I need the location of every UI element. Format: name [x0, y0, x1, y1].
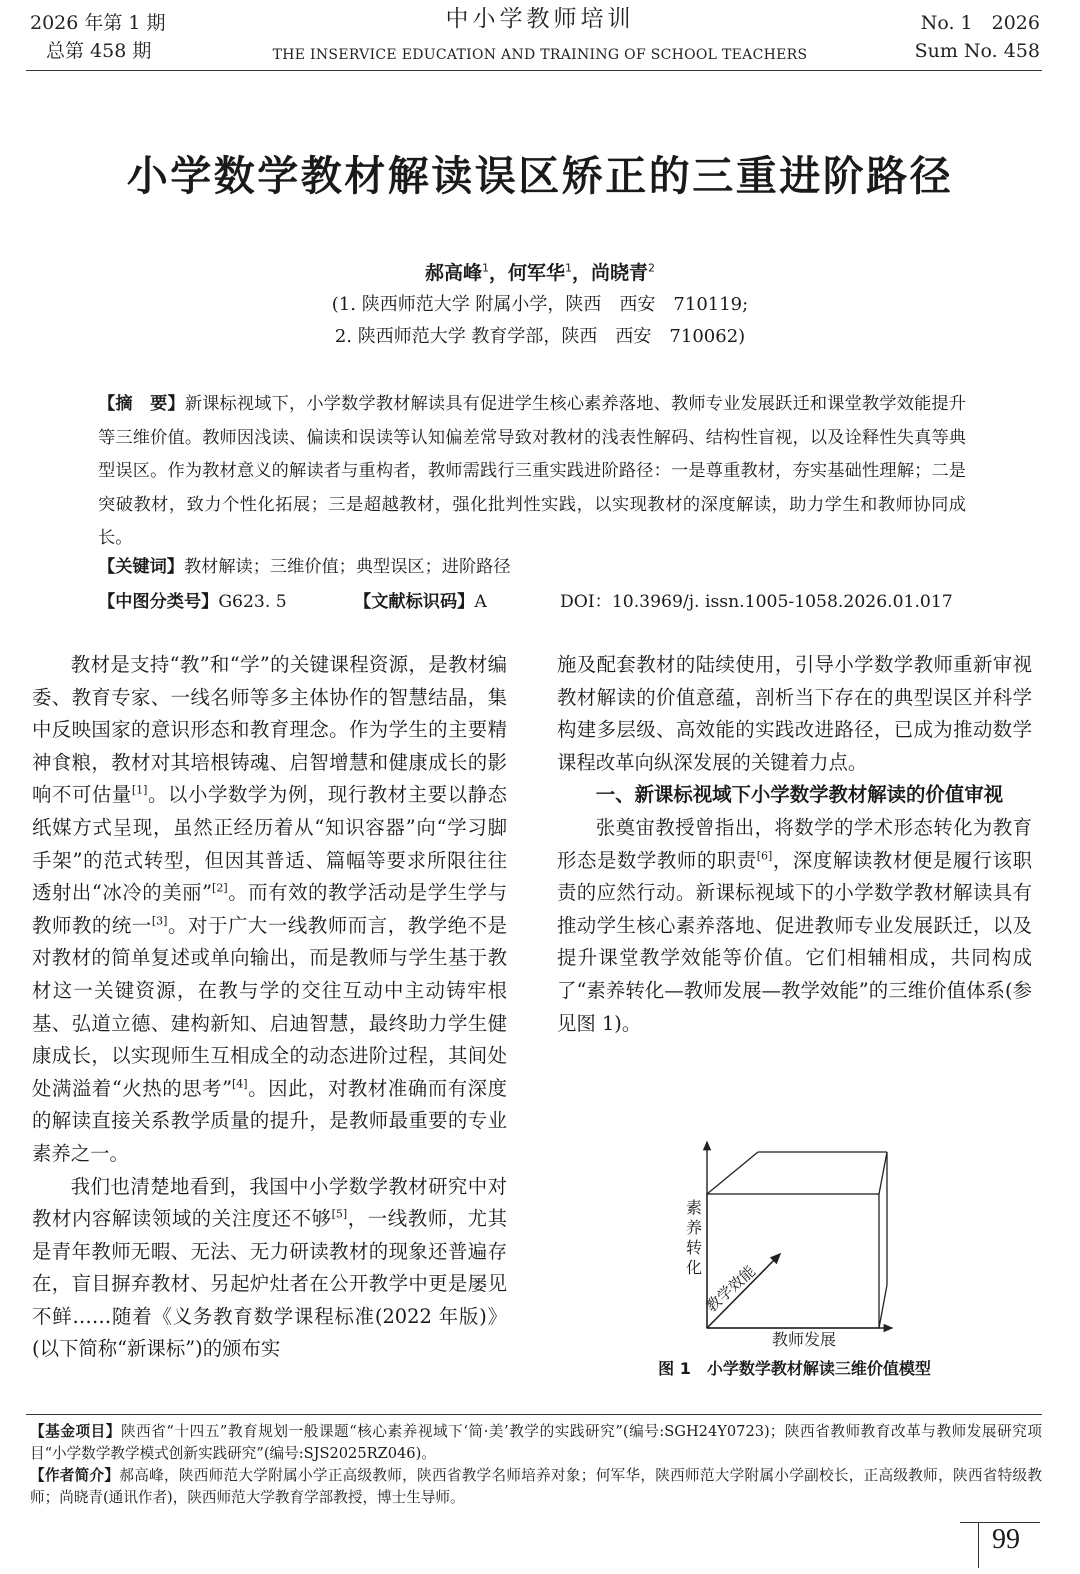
- paragraph: [557, 812, 1032, 1040]
- affiliation-marker: 2: [648, 261, 656, 275]
- citation-ref: [1]: [131, 783, 148, 797]
- issue-number-en: No. 1 2026: [920, 12, 1040, 34]
- footnote-rule: [26, 1414, 1042, 1415]
- clc-label: 【中图分类号】: [98, 592, 219, 612]
- affiliation-marker: 1: [565, 261, 572, 275]
- left-column: [32, 649, 507, 1366]
- journal-title-en: THE INSERVICE EDUCATION AND TRAINING OF SCHOOL TEACHERS: [272, 47, 808, 63]
- author-bio-label: 【作者简介】: [30, 1467, 120, 1484]
- axis-label-diagonal: 教学效能: [702, 1262, 759, 1316]
- author-separator: ，: [488, 262, 508, 284]
- paragraph: [32, 1171, 507, 1367]
- page-number-divider: [978, 1522, 979, 1568]
- citation-ref: [2]: [212, 881, 228, 895]
- author-bio-text: 郝高峰，陕西师范大学附属小学正高级教师，陕西省教学名师培养对象；何军华，陕西师范大学附属小学副校长，正高级教师，陕西省特级教师；尚晓青(通讯作者)，陕西师范大学教育学部教授，博士生导师。: [30, 1467, 1042, 1506]
- cube-edge: [879, 1152, 887, 1194]
- text-run: 。对于广大一线教师而言，教学绝不是对教材的简单复述或单向输出，而是教师与学生基于教材这一关键资源，在教与学的交往互动中主动铸牢根基、弘道立德、建构新知、启迪智慧，最终助力学生健康成长，以实现师生互相成全的动态进阶过程，其间处处满溢着“火热的思考”: [32, 913, 508, 1100]
- header-rule: [26, 70, 1042, 71]
- abstract: [98, 388, 966, 556]
- figure-caption: 图 1 小学数学教材解读三维价值模型: [658, 1359, 931, 1378]
- clc-code: G623. 5: [218, 592, 287, 612]
- doi: DOI：10.3969/j. issn.1005-1058.2026.01.017: [560, 592, 953, 612]
- citation-ref: [5]: [331, 1207, 348, 1221]
- text-run: 。因此，对教材准确而有深度的解读直接关系教学质量的提升，是教师最重要的专业素养之一。: [32, 1076, 508, 1165]
- article-title: 小学数学教材解读误区矫正的三重进阶路径: [126, 152, 954, 200]
- keywords-label: 【关键词】: [98, 557, 184, 577]
- citation-ref: [3]: [151, 914, 168, 928]
- cube-front-face: [707, 1194, 879, 1328]
- affiliation-1: (1. 陕西师范大学 附属小学，陕西 西安 710119;: [331, 294, 749, 315]
- funding-note: [30, 1421, 1042, 1465]
- affiliation-2: 2. 陕西师范大学 教育学部，陕西 西安 710062): [334, 326, 746, 347]
- text-run: 教材是支持“教”和“学”的关键课程资源，是教材编委、教育专家、一线名师等多主体协作的智慧结晶，集中反映国家的意识形态和教育理念。作为学生的主要精神食粮，教材对其培根铸魂、启智增慧和健康成长的影响不可估量: [32, 653, 507, 807]
- doc-code: A: [474, 592, 487, 612]
- paragraph: [32, 649, 507, 1171]
- total-issue-label: 总第 458 期: [46, 40, 152, 62]
- journal-title-cn: 中小学教师培训: [445, 6, 635, 32]
- text-run: 。而有效的教学活动是学生学与教师教的统一: [32, 881, 508, 937]
- axis-label-vertical: 素养转化: [685, 1198, 702, 1277]
- issue-label: 2026 年第 1 期: [30, 12, 166, 34]
- sum-number-en: Sum No. 458: [914, 40, 1040, 62]
- citation-ref: [6]: [756, 849, 773, 863]
- doc-code-label: 【文献标识码】: [354, 592, 475, 612]
- citation-ref: [4]: [232, 1077, 248, 1091]
- text-run: ，一线教师，尤其是青年教师无暇、无法、无力研读教材的现象还普遍存在，盲目摒弃教材、另起炉灶者在公开教学中更是屡见不鲜……随着《义务教育数学课程标准(2022 年版)》(以下简称“新课标”)的颁布实: [32, 1207, 508, 1361]
- affiliation-marker: 1: [481, 261, 489, 275]
- keywords-text: 教材解读；三维价值；典型误区；进阶路径: [183, 557, 511, 577]
- text-run: 张奠宙教授曾指出，将数学的学术形态转化为教育形态是数学教师的职责: [557, 815, 1032, 872]
- author-bio-note: [30, 1465, 1042, 1509]
- page-number-rule: [960, 1522, 1040, 1523]
- author-separator: ，: [572, 262, 592, 284]
- funding-text: 陕西省“十四五”教育规划一般课题“核心素养视域下‘简·美’教学的实践研究”(编号:SGH24Y0723)；陕西省教师教育改革与教师发展研究项目“小学数学教学模式创新实践研究”(编号:SJS2025RZ046)。: [30, 1423, 1042, 1462]
- doc-code-group: [354, 586, 487, 620]
- text-run: ，深度解读教材便是履行该职责的应然行动。新课标视域下的小学数学教材解读具有推动学生核心素养落地、促进教师专业发展跃迁，以及提升课堂教学效能等价值。它们相辅相成，共同构成了“素养转化—教师发展—教学效能”的三维价值体系(参见图 1)。: [557, 848, 1033, 1035]
- text-run: 我们也清楚地看到，我国中小学数学教材研究中对教材内容解读领域的关注度还不够: [32, 1174, 507, 1231]
- author-name: 尚晓青: [591, 262, 649, 284]
- right-column: [557, 649, 1032, 1040]
- cube-edge: [879, 1285, 887, 1328]
- author-list: [0, 258, 1080, 285]
- funding-label: 【基金项目】: [30, 1423, 121, 1440]
- abstract-text: 新课标视域下，小学数学教材解读具有促进学生核心素养落地、教师专业发展跃迁和课堂教学效能提升等三维价值。教师因浅读、偏读和误读等认知偏差常导致对教材的浅表性解码、结构性盲视，以及诠释性失真等典型误区。作为教材意义的解读者与重构者，教师需践行三重实践进阶路径：一是尊重教材，夯实基础性理解；二是突破教材，致力个性化拓展；三是超越教材，强化批判性实践，以实现教材的深度解读，助力学生和教师协同成长。: [98, 394, 966, 548]
- classification-row: [98, 586, 978, 620]
- author-name: 何军华: [507, 262, 565, 284]
- text-run: 。以小学数学为例，现行教材主要以静态纸媒方式呈现，虽然正经历着从“知识容器”向“学习脚手架”的范式转型，但因其普适、篇幅等要求所限往往透射出“冰冷的美丽”: [32, 783, 508, 905]
- author-name: 郝高峰: [424, 262, 482, 284]
- section-heading: 一、新课标视域下小学数学教材解读的价值审视: [595, 783, 1003, 807]
- axis-label-horizontal: 教师发展: [772, 1330, 837, 1349]
- paragraph: 施及配套教材的陆续使用，引导小学数学教师重新审视教材解读的价值意蕴，剖析当下存在的典型误区并科学构建多层级、高效能的实践改进路径，已成为推动数学课程改革向纵深发展的关键着力点。: [557, 653, 1032, 774]
- keywords: [98, 551, 966, 585]
- cube-edge: [707, 1152, 758, 1194]
- page-number: 99: [992, 1524, 1020, 1555]
- abstract-label: 【摘 要】: [98, 394, 185, 414]
